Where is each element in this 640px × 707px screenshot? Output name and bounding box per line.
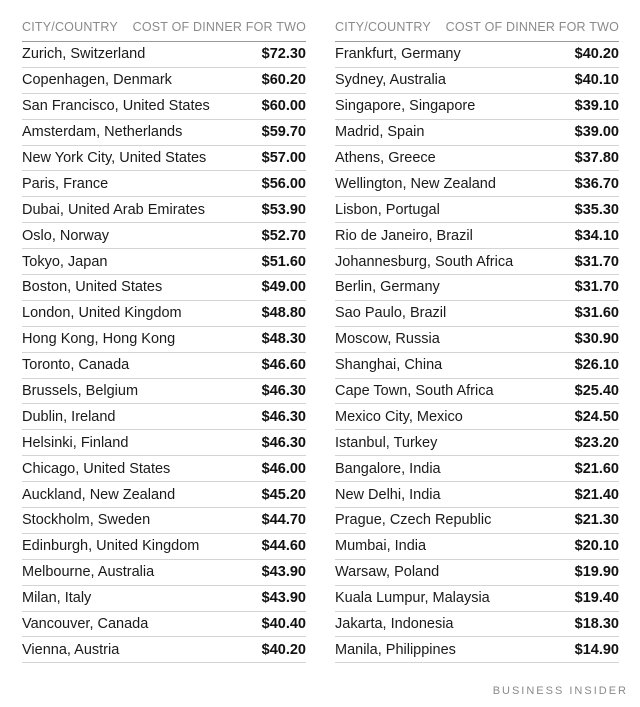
cost-cell: $19.40 [574, 590, 619, 607]
table-row [22, 120, 306, 146]
table-row [335, 120, 619, 146]
table-row [22, 534, 306, 560]
cost-cell: $60.20 [261, 72, 306, 89]
table-body [335, 42, 619, 663]
cost-cell: $39.00 [574, 124, 619, 141]
city-cell: Copenhagen, Denmark [22, 72, 172, 89]
city-cell: Edinburgh, United Kingdom [22, 538, 200, 555]
city-cell: Lisbon, Portugal [335, 201, 440, 218]
city-cell: Madrid, Spain [335, 124, 425, 141]
table-row [335, 42, 619, 68]
table-row [22, 327, 306, 353]
city-cell: Tokyo, Japan [22, 253, 108, 270]
table-row [22, 301, 306, 327]
city-cell: Bangalore, India [335, 460, 441, 477]
cost-cell: $57.00 [261, 150, 306, 166]
city-cell: Dublin, Ireland [22, 408, 116, 425]
table-row [22, 508, 306, 534]
table-row [335, 223, 619, 249]
cost-cell: $43.90 [261, 590, 306, 607]
city-cell: Warsaw, Poland [335, 564, 440, 581]
table-row [335, 171, 619, 197]
table-row [335, 508, 619, 534]
table-row [22, 275, 306, 301]
table-row [335, 94, 619, 120]
cost-cell: $21.40 [574, 486, 619, 503]
table-row [335, 146, 619, 172]
city-cell: Vancouver, Canada [22, 616, 149, 633]
city-cell: Stockholm, Sweden [22, 512, 151, 529]
cost-cell: $60.00 [261, 98, 306, 115]
table-row [335, 353, 619, 379]
city-cell: Zurich, Switzerland [22, 46, 146, 63]
table-row [22, 379, 306, 405]
cost-cell: $19.90 [574, 564, 619, 581]
table-row [335, 586, 619, 612]
city-cell: Helsinki, Finland [22, 434, 129, 451]
city-cell: London, United Kingdom [22, 305, 182, 322]
city-cell: Mumbai, India [335, 538, 427, 555]
table-row [22, 171, 306, 197]
cost-cell: $14.90 [574, 641, 619, 658]
cost-cell: $53.90 [261, 201, 306, 218]
table-row [22, 637, 306, 663]
cost-cell: $46.30 [261, 408, 306, 425]
cost-cell: $37.80 [574, 150, 619, 166]
city-cell: Amsterdam, Netherlands [22, 124, 183, 141]
city-cell: Melbourne, Australia [22, 564, 155, 581]
cost-cell: $20.10 [574, 538, 619, 555]
cost-cell: $39.10 [574, 98, 619, 115]
city-cell: Brussels, Belgium [22, 383, 139, 400]
cost-cell: $72.30 [261, 46, 306, 63]
table-row [22, 68, 306, 94]
city-cell: Chicago, United States [22, 460, 171, 477]
cost-cell: $36.70 [574, 175, 619, 192]
table-row [335, 612, 619, 638]
cost-cell: $46.60 [261, 357, 306, 374]
cost-cell: $34.10 [574, 227, 619, 244]
cost-cell: $40.40 [261, 616, 306, 633]
cost-table-right [335, 12, 619, 663]
cost-table-left [22, 12, 306, 663]
table-row [335, 301, 619, 327]
city-cell: Milan, Italy [22, 590, 92, 607]
cost-cell: $40.20 [261, 641, 306, 658]
cost-cell: $48.80 [261, 305, 306, 322]
table-body [22, 42, 306, 663]
table-row [335, 379, 619, 405]
city-cell: Rio de Janeiro, Brazil [335, 227, 473, 244]
cost-cell: $40.20 [574, 46, 619, 63]
city-cell: San Francisco, United States [22, 98, 210, 115]
column-header-cost: COST OF DINNER FOR TWO [445, 19, 619, 34]
cost-cell: $43.90 [261, 564, 306, 581]
cost-cell: $49.00 [261, 279, 306, 296]
city-cell: Oslo, Norway [22, 227, 110, 244]
table-row [335, 327, 619, 353]
city-cell: Vienna, Austria [22, 641, 120, 658]
city-cell: Berlin, Germany [335, 279, 440, 296]
city-cell: Istanbul, Turkey [335, 434, 438, 451]
table-row [22, 353, 306, 379]
table-row [22, 482, 306, 508]
cost-cell: $31.70 [574, 253, 619, 270]
city-cell: Paris, France [22, 175, 109, 192]
table-header [22, 12, 306, 42]
city-cell: Cape Town, South Africa [335, 383, 494, 400]
cost-cell: $26.10 [574, 357, 619, 374]
city-cell: Shanghai, China [335, 357, 443, 374]
table-row [22, 146, 306, 172]
city-cell: Sydney, Australia [335, 72, 446, 89]
cost-cell: $51.60 [261, 253, 306, 270]
table-row [22, 249, 306, 275]
table-row [335, 404, 619, 430]
cost-cell: $21.30 [574, 512, 619, 529]
cost-cell: $45.20 [261, 486, 306, 503]
city-cell: Singapore, Singapore [335, 98, 476, 115]
city-cell: New Delhi, India [335, 486, 441, 503]
cost-cell: $24.50 [574, 408, 619, 425]
table-row [335, 534, 619, 560]
city-cell: New York City, United States [22, 150, 207, 166]
table-row [335, 68, 619, 94]
cost-cell: $31.70 [574, 279, 619, 296]
table-row [335, 197, 619, 223]
city-cell: Frankfurt, Germany [335, 46, 461, 63]
table-row [22, 612, 306, 638]
table-row [22, 197, 306, 223]
cost-cell: $46.30 [261, 383, 306, 400]
cost-cell: $56.00 [261, 175, 306, 192]
table-row [335, 482, 619, 508]
table-row [22, 223, 306, 249]
cost-cell: $23.20 [574, 434, 619, 451]
city-cell: Auckland, New Zealand [22, 486, 176, 503]
city-cell: Toronto, Canada [22, 357, 130, 374]
table-row [22, 404, 306, 430]
city-cell: Johannesburg, South Africa [335, 253, 514, 270]
table-header [335, 12, 619, 42]
cost-cell: $40.10 [574, 72, 619, 89]
cost-cell: $59.70 [261, 124, 306, 141]
city-cell: Mexico City, Mexico [335, 408, 463, 425]
cost-cell: $30.90 [574, 331, 619, 348]
column-header-city: CITY/COUNTRY [22, 19, 118, 34]
cost-cell: $48.30 [261, 331, 306, 348]
cost-cell: $18.30 [574, 616, 619, 633]
city-cell: Manila, Philippines [335, 641, 456, 658]
table-row [22, 586, 306, 612]
table-row [335, 637, 619, 663]
city-cell: Kuala Lumpur, Malaysia [335, 590, 490, 607]
cost-cell: $46.30 [261, 434, 306, 451]
table-row [335, 275, 619, 301]
city-cell: Dubai, United Arab Emirates [22, 201, 205, 218]
city-cell: Wellington, New Zealand [335, 175, 496, 192]
table-row [22, 430, 306, 456]
table-row [22, 456, 306, 482]
table-row [22, 560, 306, 586]
cost-cell: $44.60 [261, 538, 306, 555]
table-row [335, 456, 619, 482]
city-cell: Sao Paulo, Brazil [335, 305, 447, 322]
cost-cell: $52.70 [261, 227, 306, 244]
table-row [22, 94, 306, 120]
table-row [335, 560, 619, 586]
source-credit: BUSINESS INSIDER [492, 685, 628, 697]
city-cell: Hong Kong, Hong Kong [22, 331, 176, 348]
city-cell: Moscow, Russia [335, 331, 440, 348]
cost-cell: $44.70 [261, 512, 306, 529]
cost-cell: $31.60 [574, 305, 619, 322]
cost-cell: $25.40 [574, 383, 619, 400]
table-row [335, 249, 619, 275]
city-cell: Jakarta, Indonesia [335, 616, 454, 633]
cost-cell: $21.60 [574, 460, 619, 477]
cost-cell: $35.30 [574, 201, 619, 218]
city-cell: Boston, United States [22, 279, 163, 296]
table-row [22, 42, 306, 68]
city-cell: Prague, Czech Republic [335, 512, 492, 529]
cost-cell: $46.00 [261, 460, 306, 477]
table-row [335, 430, 619, 456]
column-header-cost: COST OF DINNER FOR TWO [132, 19, 306, 34]
city-cell: Athens, Greece [335, 150, 436, 166]
column-header-city: CITY/COUNTRY [335, 19, 431, 34]
